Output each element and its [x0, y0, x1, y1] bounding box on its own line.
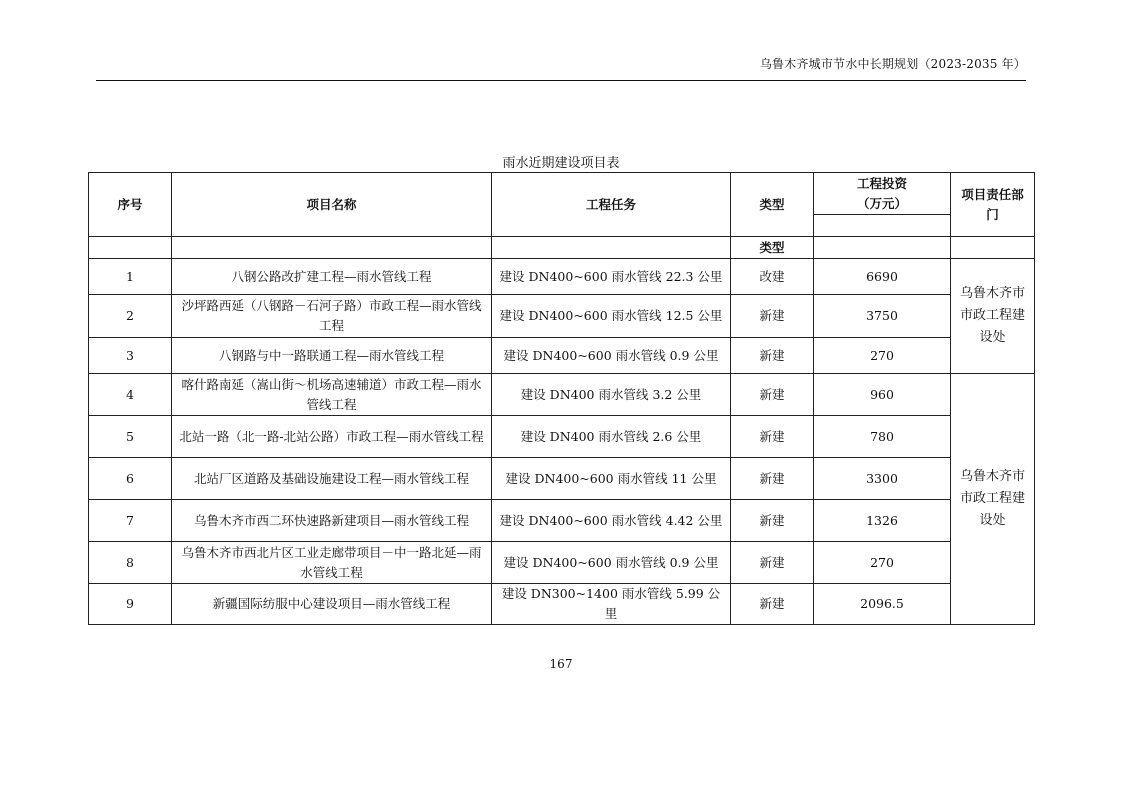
row-task: 建设 DN400 雨水管线 3.2 公里	[492, 374, 731, 416]
dept-cell: 乌鲁木齐市市政工程建设处	[951, 259, 1035, 374]
table-row	[89, 416, 1035, 458]
col-header-task: 工程任务	[492, 173, 731, 237]
row-task: 建设 DN400~600 雨水管线 22.3 公里	[492, 259, 731, 295]
row-task: 建设 DN300~1400 雨水管线 5.99 公里	[492, 584, 731, 625]
row-index: 8	[89, 542, 172, 584]
running-header: 乌鲁木齐城市节水中长期规划（2023-2035 年）	[759, 57, 1026, 71]
row-index: 9	[89, 584, 172, 625]
table-row	[89, 259, 1035, 295]
header-rule	[96, 80, 1026, 81]
row-index: 5	[89, 416, 172, 458]
row-type: 新建	[731, 416, 814, 458]
row-name: 沙坪路西延（八钢路－石河子路）市政工程—雨水管线工程	[172, 295, 492, 338]
row-name: 八钢公路改扩建工程—雨水管线工程	[172, 259, 492, 295]
subheader-type: 类型	[731, 237, 814, 259]
row-investment: 3750	[814, 295, 951, 338]
col-header-type: 类型	[731, 173, 814, 237]
col-header-dept: 项目责任部门	[951, 173, 1035, 237]
page-number: 167	[549, 657, 573, 671]
table-row	[89, 542, 1035, 584]
row-investment: 2096.5	[814, 584, 951, 625]
row-investment: 270	[814, 338, 951, 374]
table-row	[89, 500, 1035, 542]
header-row	[89, 173, 1035, 215]
col-header-index: 序号	[89, 173, 172, 237]
row-investment: 6690	[814, 259, 951, 295]
row-task: 建设 DN400~600 雨水管线 0.9 公里	[492, 338, 731, 374]
empty-cell	[172, 237, 492, 259]
col-header-investment	[814, 173, 951, 215]
empty-cell	[951, 237, 1035, 259]
row-name: 喀什路南延（嵩山街～机场高速辅道）市政工程—雨水管线工程	[172, 374, 492, 416]
row-index: 7	[89, 500, 172, 542]
row-name: 北站一路（北一路-北站公路）市政工程—雨水管线工程	[172, 416, 492, 458]
row-index: 1	[89, 259, 172, 295]
row-name: 北站厂区道路及基础设施建设工程—雨水管线工程	[172, 458, 492, 500]
row-type: 新建	[731, 458, 814, 500]
col-header-investment-line1: 工程投资	[856, 175, 907, 191]
subheader-row	[89, 237, 1035, 259]
row-investment: 3300	[814, 458, 951, 500]
row-type: 新建	[731, 542, 814, 584]
row-task: 建设 DN400~600 雨水管线 0.9 公里	[492, 542, 731, 584]
row-task: 建设 DN400~600 雨水管线 4.42 公里	[492, 500, 731, 542]
row-index: 6	[89, 458, 172, 500]
row-type: 新建	[731, 500, 814, 542]
empty-cell	[814, 237, 951, 259]
row-index: 3	[89, 338, 172, 374]
row-index: 2	[89, 295, 172, 338]
dept-cell: 乌鲁木齐市市政工程建设处	[951, 374, 1035, 625]
row-type: 改建	[731, 259, 814, 295]
empty-cell	[492, 237, 731, 259]
row-type: 新建	[731, 374, 814, 416]
row-name: 乌鲁木齐市西二环快速路新建项目—雨水管线工程	[172, 500, 492, 542]
table-title: 雨水近期建设项目表	[502, 156, 620, 171]
table-row	[89, 584, 1035, 625]
row-type: 新建	[731, 295, 814, 338]
row-index: 4	[89, 374, 172, 416]
row-investment: 960	[814, 374, 951, 416]
table-row	[89, 458, 1035, 500]
table-row	[89, 374, 1035, 416]
row-task: 建设 DN400~600 雨水管线 11 公里	[492, 458, 731, 500]
project-table	[88, 172, 1035, 625]
row-type: 新建	[731, 338, 814, 374]
row-name: 乌鲁木齐市西北片区工业走廊带项目－中一路北延—雨水管线工程	[172, 542, 492, 584]
table-row	[89, 338, 1035, 374]
table-row	[89, 295, 1035, 338]
row-name: 新疆国际纺服中心建设项目—雨水管线工程	[172, 584, 492, 625]
row-name: 八钢路与中一路联通工程—雨水管线工程	[172, 338, 492, 374]
empty-cell	[814, 215, 951, 237]
row-investment: 780	[814, 416, 951, 458]
col-header-investment-line2: （万元）	[856, 195, 907, 211]
col-header-name: 项目名称	[172, 173, 492, 237]
empty-cell	[89, 237, 172, 259]
row-investment: 1326	[814, 500, 951, 542]
row-task: 建设 DN400 雨水管线 2.6 公里	[492, 416, 731, 458]
row-type: 新建	[731, 584, 814, 625]
row-investment: 270	[814, 542, 951, 584]
row-task: 建设 DN400~600 雨水管线 12.5 公里	[492, 295, 731, 338]
